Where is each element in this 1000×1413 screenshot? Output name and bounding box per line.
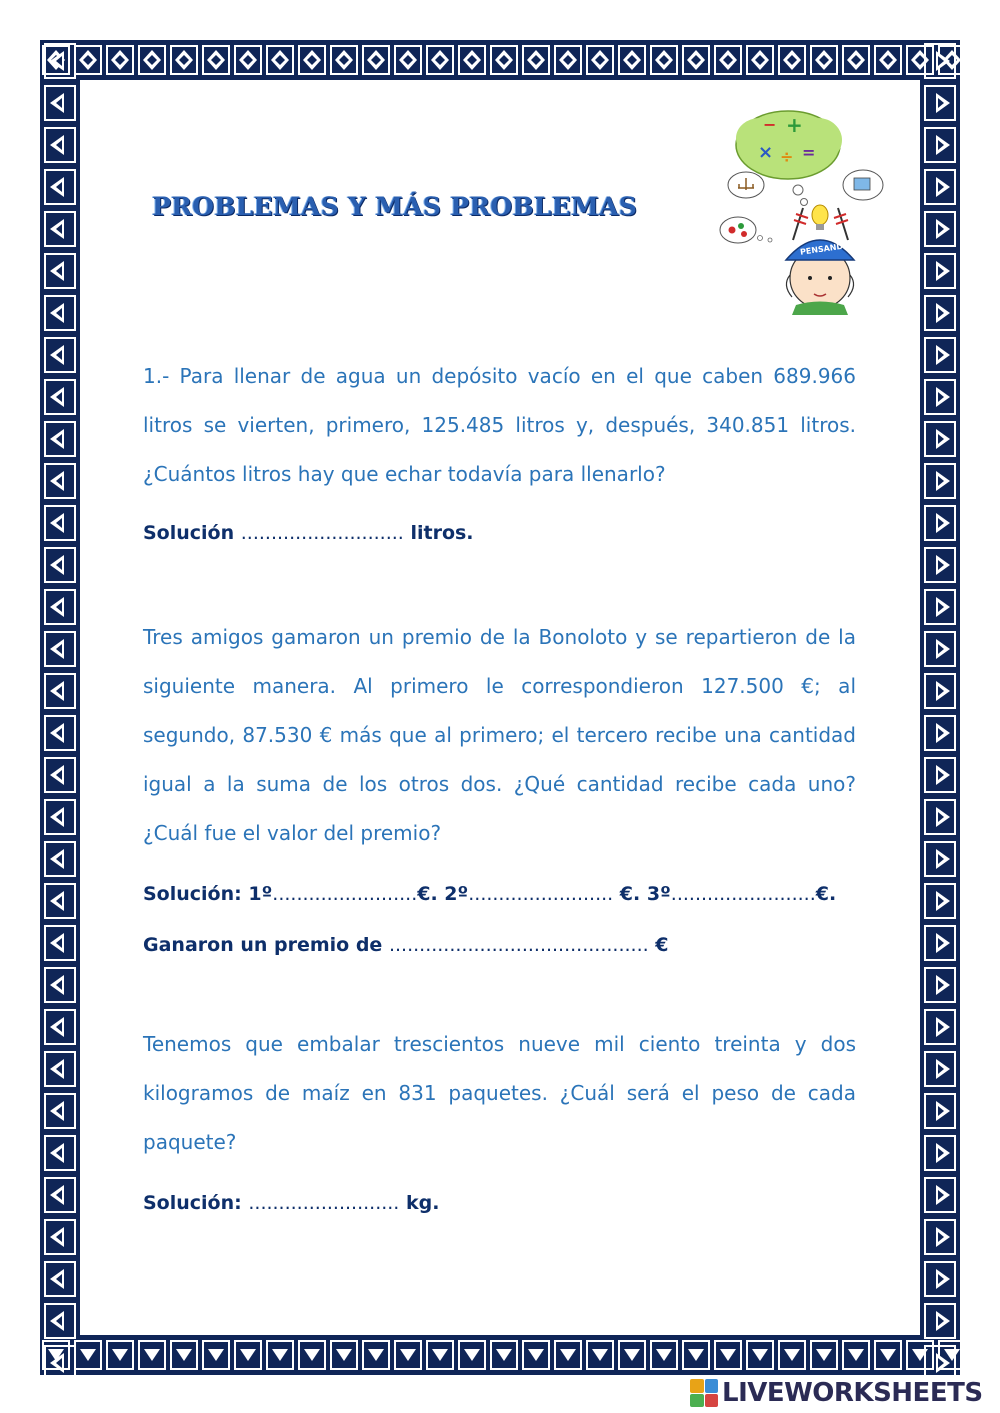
solution-unit: litros. <box>410 522 474 544</box>
border-right <box>920 40 960 1375</box>
solution-part-3: €. 3º <box>613 883 671 905</box>
problem-3-solution <box>143 1192 439 1214</box>
svg-text:=: = <box>802 143 816 162</box>
liveworksheets-logo <box>690 1378 983 1408</box>
solution-label: Solución: 1º <box>143 883 273 905</box>
thinking-child-illustration <box>708 100 898 315</box>
answer-blank-first[interactable]: ........................ <box>272 883 418 905</box>
problem-3-text: Tenemos que embalar trescientos nueve mil ciento treinta y dos kilogramos de maíz en 831 paquetes. ¿Cuál será el peso de cada paquete? <box>143 1032 856 1154</box>
solution-label: Solución <box>143 522 235 544</box>
answer-blank-litros[interactable]: ........................... <box>240 522 404 544</box>
problem-2-text: Tres amigos gamaron un premio de la Bonoloto y se repartieron de la siguiente manera. Al primero le correspondieron 127.500 €; al segundo, 87.530 € más que al primero; el tercero recibe una cantidad igual a la suma de los otros dos. ¿Qué cantidad recibe cada uno? ¿Cuál fue el valor del premio? <box>143 625 856 845</box>
border-left <box>40 40 80 1375</box>
liveworksheets-brand-text: LIVEWORKSHEETS <box>722 1378 983 1408</box>
prize-label: Ganaron un premio de <box>143 934 383 956</box>
liveworksheets-logo-icon <box>690 1379 718 1407</box>
prize-unit: € <box>655 934 669 956</box>
worksheet-title: PROBLEMAS Y MÁS PROBLEMAS <box>152 192 638 221</box>
problem-2-solution <box>143 883 836 905</box>
solution-part-2: €. 2º <box>417 883 469 905</box>
border-top <box>40 40 960 80</box>
solution-unit: kg. <box>405 1192 440 1214</box>
border-pattern-top <box>40 40 960 80</box>
answer-blank-kg[interactable]: ......................... <box>248 1192 400 1214</box>
border-pattern-left <box>40 40 80 1375</box>
border-pattern-bottom <box>40 1335 960 1375</box>
math-thought-cloud <box>736 111 842 179</box>
problem-1-text: 1.- Para llenar de agua un depósito vacío en el que caben 689.966 litros se vierten, primero, 125.485 litros y, después, 340.851 litros. ¿Cuántos litros hay que echar todavía para llenarlo? <box>143 364 856 486</box>
border-bottom <box>40 1335 960 1375</box>
border-pattern-right <box>920 40 960 1375</box>
answer-blank-third[interactable]: ........................ <box>670 883 816 905</box>
solution-label: Solución: <box>143 1192 242 1214</box>
problem-2-prize <box>143 934 669 956</box>
problem-1-solution <box>143 522 474 544</box>
answer-blank-second[interactable]: ........................ <box>468 883 614 905</box>
solution-part-4: €. <box>815 883 837 905</box>
svg-text:×: × <box>758 142 774 163</box>
helmet-label: PENSANDO <box>799 240 851 257</box>
svg-text:+: + <box>786 113 803 137</box>
svg-text:÷: ÷ <box>780 147 794 166</box>
answer-blank-prize[interactable]: ........................................... <box>388 934 649 956</box>
svg-text:−: − <box>763 115 777 134</box>
